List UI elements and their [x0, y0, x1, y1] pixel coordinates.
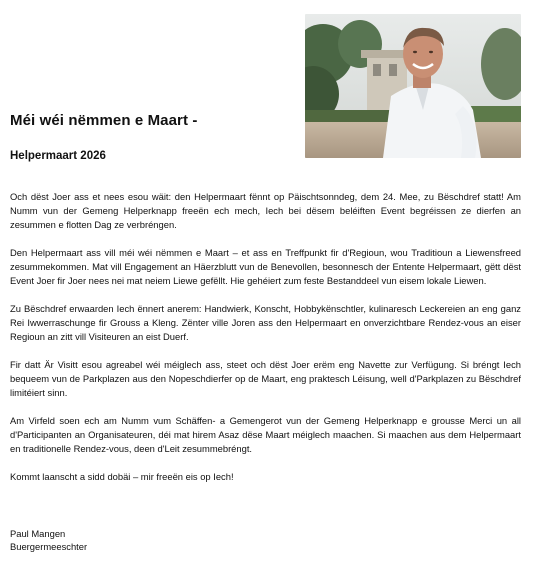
- mayor-portrait-photo: [305, 14, 521, 158]
- paragraph: Zu Bëschdref erwaarden Iech ënnert anerem: Handwierk, Konscht, Hobbykënschtler, kulinaresch Leckereien an eng ganz Rei Iwwerraschunge fir Grouss a Kleng. Zënter ville Joren ass den Helpermaart en onverzichtbare Rendez-vous an eiser Regioun an zitt vill Visiteuren an eist Duerf.: [10, 303, 521, 342]
- paragraph: Och dëst Joer ass et nees esou wäit: den Helpermaart fënnt op Päischtsonndeg, dem 24. Mee, zu Bëschdref statt! Am Numm vun der Gemeng Helperknapp freeën ech mech, Iech bei dësem beléiften Event begréissen ze dierfen an zesummen e flotten Dag ze verbréngen.: [10, 191, 521, 230]
- signature-name: Paul Mangen: [10, 528, 66, 539]
- paragraph: Kommt laanscht a sidd dobäi – mir freeën eis op Iech!: [10, 471, 234, 482]
- paragraph: Den Helpermaart ass vill méi wéi nëmmen e Maart – et ass en Treffpunkt fir d'Regioun, wou Traditioun a Liewensfreed zesummekommen. Mat vill Engagement an Häerzblutt vun de Benevollen, besonnesch der Entente Helpermaart, gëtt dëst Event Joer fir Joer nees nei mat neiem Liewe gefëllt. Hie gehéiert zum feste Bestanddeel vun eisem lokale Liewen.: [10, 247, 521, 286]
- signature-block: [10, 527, 87, 553]
- page-heading: Méi wéi nëmmen e Maart -: [10, 112, 198, 129]
- portrait-photo-icon: [305, 14, 521, 158]
- letter-body: [10, 190, 521, 498]
- signature-title: Buergermeeschter: [10, 541, 88, 552]
- paragraph: Am Virfeld soen ech am Numm vum Schäffen- a Gemengerot vun der Gemeng Helperknapp e grousse Merci un all d'Participanten an Organisateuren, déi mat hirem Asaz dëse Maart méiglech maachen. Si maachen aus dem Helpermaart en traditionelle Rendez-vous, deen d'Leit zesummebréngt.: [10, 415, 521, 454]
- page-subheading: Helpermaart 2026: [10, 150, 106, 162]
- paragraph: Fir datt Är Visitt esou agreabel wéi méiglech ass, steet och dëst Joer erëm eng Navette zur Verfügung. Si bréngt Iech bequeem vun de Parkplazen aus den Nopeschdierfer op de Maart, eng praktesch Léisung, well d'Parkplazen zu Bëschdref limitéiert sinn.: [10, 359, 521, 398]
